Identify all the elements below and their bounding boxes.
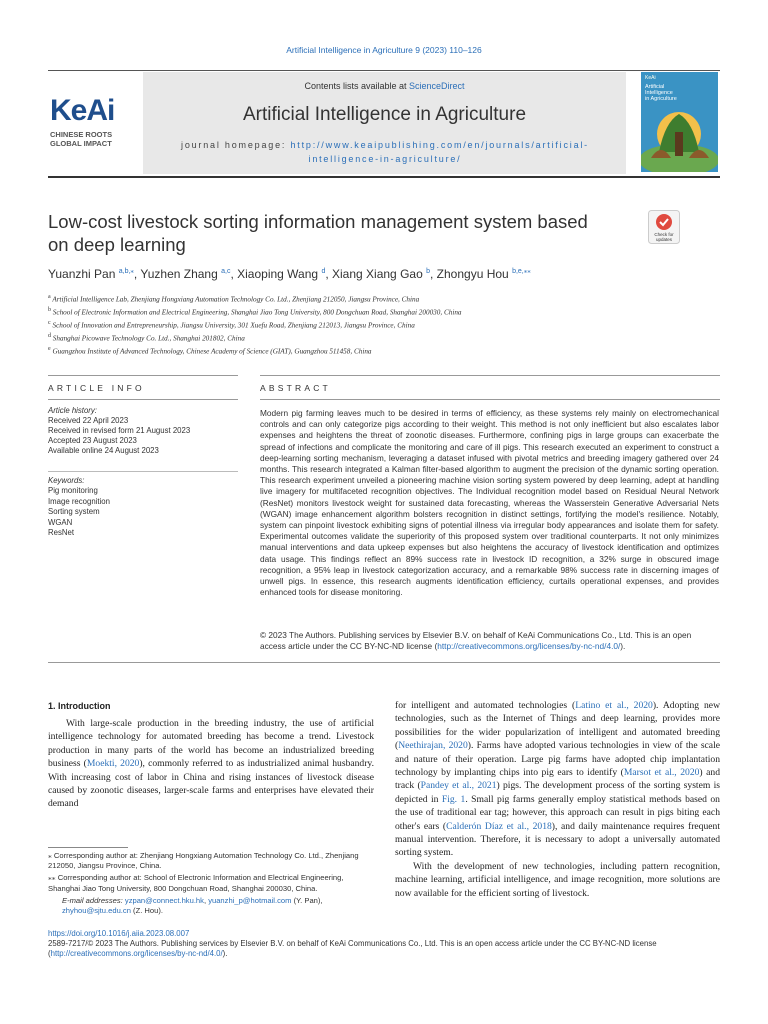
affiliations	[48, 292, 728, 357]
copyright-end: ).	[620, 641, 626, 652]
affiliation: $^a$ Artificial Intelligence Lab, Zhenjiang Hongxiang Automation Technology Co. Ltd., Zhenjiang 212050, Jiangsu Province, China	[48, 294, 420, 304]
author-list: Yuanzhi Pan $^{a,b,⁎}$, Yuzhen Zhang $^{a,c}$, Xiaoping Wang $^d$, Xiang Xiang Gao $^b$, Zhongyu Hou $^{b,e,⁎⁎}$	[48, 267, 531, 281]
citation-link[interactable]: Latino et al., 2020	[575, 700, 653, 711]
affiliation: $^b$ School of Electronic Information and Electrical Engineering, Shanghai Jiao Tong University, 800 Dongchuan Road, Shanghai 200030, China	[48, 306, 462, 317]
footnote-rule	[48, 847, 128, 848]
issn-end: ).	[222, 949, 228, 958]
homepage-prefix: journal homepage:	[181, 140, 291, 150]
keyword: Pig monitoring	[48, 486, 98, 496]
abstract-heading: ABSTRACT	[260, 383, 331, 393]
cover-title	[645, 84, 677, 102]
contents-prefix: Contents lists available at	[304, 81, 410, 91]
cover-title-line: Intelligence	[645, 90, 673, 96]
affiliation: $^c$ School of Innovation and Entrepreneurship, Jiangsu University, 301 Xuefu Road, Zhenjiang 212013, Jiangsu Province, China	[48, 319, 415, 330]
abstract-copyright	[260, 630, 719, 652]
footnote: ⁎ Corresponding author at: Zhenjiang Hongxiang Automation Technology Co. Ltd., Zhenjiang 212050, Jiangsu Province, China.	[48, 851, 359, 871]
license-link[interactable]: http://creativecommons.org/licenses/by-nc-nd/4.0/	[437, 641, 621, 652]
article-info-rule	[48, 375, 238, 376]
paragraph: With the development of new technologies, including pattern recognition, machine learning, artificial intelligence, and image recognition, more solutions are now available for the efficient sorting of livestock.	[395, 860, 720, 899]
history-item: Received 22 April 2023	[48, 416, 129, 425]
abstract-rule	[260, 375, 720, 376]
abstract-bottom-rule	[48, 662, 720, 663]
issn-license-line	[48, 939, 720, 959]
email-link[interactable]: zhyhou@sjtu.edu.cn	[62, 906, 131, 916]
tagline-line-2: GLOBAL IMPACT	[50, 139, 112, 148]
affiliation: $^e$ Guangzhou Institute of Advanced Technology, Chinese Academy of Science (GIAT), Guangzhou 511458, China	[48, 345, 372, 356]
keyword: WGAN	[48, 517, 73, 527]
article-info-heading: ARTICLE INFO	[48, 383, 145, 393]
copyright-text: © 2023 The Authors. Publishing services by Elsevier B.V. on behalf of KeAi Communications Co., Ltd. This is an open access article under the CC BY-NC-ND license (	[260, 630, 692, 652]
keywords	[48, 476, 238, 538]
citation-link[interactable]: Pandey et al., 2021	[420, 780, 497, 792]
keai-wordmark: KeAi	[50, 94, 115, 127]
keyword: Sorting system	[48, 507, 100, 517]
abstract-text: Modern pig farming leaves much to be desired in terms of efficiency, as these systems rely mainly on electromechanical controls and can only categorize pigs according to their weight. This method is not only inefficient but also escalates labor expenses and heightens the threat of zoonotic diseases. Furthermore, confining pigs in large groups can exacerbate the spread of infections and complicate the monitoring and care of ill pigs. This research executed an experiment to construct a deep-learning sorting mechanism, leveraging a dataset infused with pivotal metrics and breeding imagery gathered over 24 months. This research integrated a Kalman filter-based algorithm to augment the precision of the dynamic sorting operation. This research experiment unveiled a pioneering machine vision sorting system powered by deep learning, adept at handling live imagery for multifaceted recognition objectives. The Individual recognition model based on Residual Neural Network (ResNet) monitors livestock weight for sustained data forecasting, whereas the Wasserstein Generative Adversarial Nets (WGAN) image enhancement algorithm bolsters recognition in distinct settings, fortifying the model's resilience. Notably, system can pinpoint livestock exhibiting signs of potential illness via irregular body appearances and isolate them for safety. Experimental outcomes validate the superiority of this proposed system over traditional counterparts. It not only minimizes manual interventions and data upkeep expenses but also heightens the accuracy of livestock identification and optimizes data usage. This findings reflect an 89% success rate in livestock ID recognition, a 32% surge in obscured image recognition, a 95% leap in livestock categorization accuracy, and a remarkable 98% success rate in discerning images of unwell pigs. In essence, this research augments identification efficiency, curtails operational expenses, and provides enhanced tools for disease monitoring.	[260, 408, 719, 598]
header-rule-bottom	[48, 176, 720, 178]
footnotes	[48, 851, 374, 918]
citation-link[interactable]: Moekti, 2020	[86, 758, 140, 770]
article-info-rule	[48, 399, 238, 400]
tagline-line-1: CHINESE ROOTS	[50, 130, 113, 139]
check-updates-line-2: updates	[655, 237, 673, 242]
body-column-right	[395, 699, 720, 900]
issn-text: 2589-7217/© 2023 The Authors. Publishing services by Elsevier B.V. on behalf of KeAi Communications Co., Ltd. This is an open access article under the CC BY-NC-ND license (	[48, 939, 657, 958]
footnote: ⁎⁎ Corresponding author at: School of Electronic Information and Electrical Engineering, Shanghai Jiao Tong University, 800 Dongchuan Road, Shanghai 200030, China.	[48, 873, 344, 893]
cover-title-line: in Agriculture	[645, 96, 677, 102]
journal-title: Artificial Intelligence in Agriculture	[242, 104, 527, 125]
paragraph: With large-scale production in the breeding industry, the use of artificial intelligence technology for automated breeding has become a trend. Livestock production in many parts of the world has become an industrialized breeding business (Moekti, 2020), commonly referred to as industrialized animal husbandry. With increasing cost of labor in China and rising instances of livestock disease caused by zoonotic diseases, larger-scale farms and enterprises have elevated their demand	[48, 718, 374, 810]
paragraph: for intelligent and automated technologies (Latino et al., 2020). Adopting new technologies, such as the Internet of Things and deep learning, provides more possibilities for the wider popularization of intelligent and automated breeding (Neethirajan, 2020). Farms have adopted various technologies in view of the scale and nature of their operation. Large pig farms have adopted chip implantation technology by implanting chips into pig ears to identify (Marsot et al., 2020) and track (Pandey et al., 2021) pigs. The development process of the sorting system is depicted in Fig. 1. Small pig farms generally employ statistical methods based on the use of traditional ear tag; however, this approach can result in pigs biting each other's ears (Calderón Díaz et al., 2018), and daily maintenance requires frequent manual intervention. Therefore, it is necessary to adopt a universally automated sorting system.	[395, 700, 720, 859]
affiliation: $^d$ Shanghai Picowave Technology Co. Ltd., Shanghai 201802, China	[48, 332, 245, 343]
author[interactable]: Yuzhen Zhang $^{a,c}$	[140, 267, 231, 281]
history-item: Available online 24 August 2023	[48, 446, 159, 455]
cover-title-line: Artificial	[645, 84, 665, 90]
citation-link[interactable]: Neethirajan, 2020	[398, 740, 468, 752]
check-updates-icon	[648, 210, 680, 244]
sciencedirect-link[interactable]: ScienceDirect	[409, 81, 465, 91]
article-history	[48, 406, 238, 456]
author[interactable]: Zhongyu Hou $^{b,e,⁎⁎}$	[436, 267, 531, 281]
paper-title: Low-cost livestock sorting information management system based on deep learning	[48, 211, 588, 255]
citation-link[interactable]: Calderón Díaz et al., 2018	[446, 820, 552, 832]
contents-line	[143, 81, 626, 91]
author[interactable]: Xiaoping Wang $^d$	[237, 267, 326, 281]
body-column-left	[48, 717, 374, 811]
keyword: ResNet	[48, 528, 74, 538]
homepage-link[interactable]: http://www.keaipublishing.com/en/journals/artificial-intelligence-in-agriculture/	[290, 140, 589, 164]
check-updates-line-1: Check for	[654, 232, 674, 237]
history-item: Received in revised form 21 August 2023	[48, 426, 191, 435]
author[interactable]: Xiang Xiang Gao $^b$	[332, 267, 430, 281]
citation-link[interactable]: Marsot et al., 2020	[623, 767, 700, 779]
cover-logo: KeAi	[645, 75, 656, 81]
keai-tagline	[50, 130, 140, 148]
author[interactable]: Yuanzhi Pan $^{a,b,⁎}$	[48, 267, 134, 281]
keywords-label: Keywords:	[48, 476, 85, 485]
journal-reference[interactable]: Artificial Intelligence in Agriculture 9 (2023) 110–126	[286, 45, 482, 55]
footnote-emails: E-mail addresses: yzpan@connect.hku.hk, yuanzhi_p@hotmail.com (Y. Pan), zhyhou@sjtu.edu.cn (Z. Hou).	[62, 895, 323, 916]
footer-license-link[interactable]: http://creativecommons.org/licenses/by-nc-nd/4.0/	[50, 949, 223, 958]
history-item: Accepted 23 August 2023	[48, 436, 137, 445]
email-link[interactable]: yuanzhi_p@hotmail.com	[208, 895, 292, 905]
email-label: E-mail addresses:	[62, 895, 125, 905]
history-label: Article history:	[48, 406, 97, 415]
email-link[interactable]: yzpan@connect.hku.hk	[124, 895, 204, 905]
journal-homepage	[150, 138, 620, 166]
figure-link[interactable]: Fig. 1	[441, 793, 466, 805]
keai-logo	[50, 96, 140, 148]
journal-cover-image[interactable]	[641, 72, 718, 172]
keyword: Image recognition	[48, 496, 110, 506]
check-for-updates-button[interactable]	[648, 210, 680, 244]
section-heading-introduction: 1. Introduction	[48, 701, 111, 711]
header-rule-top	[48, 70, 720, 71]
keywords-rule	[48, 471, 238, 472]
abstract-rule	[260, 399, 720, 400]
doi-link[interactable]: https://doi.org/10.1016/j.aiia.2023.08.007	[48, 929, 190, 938]
